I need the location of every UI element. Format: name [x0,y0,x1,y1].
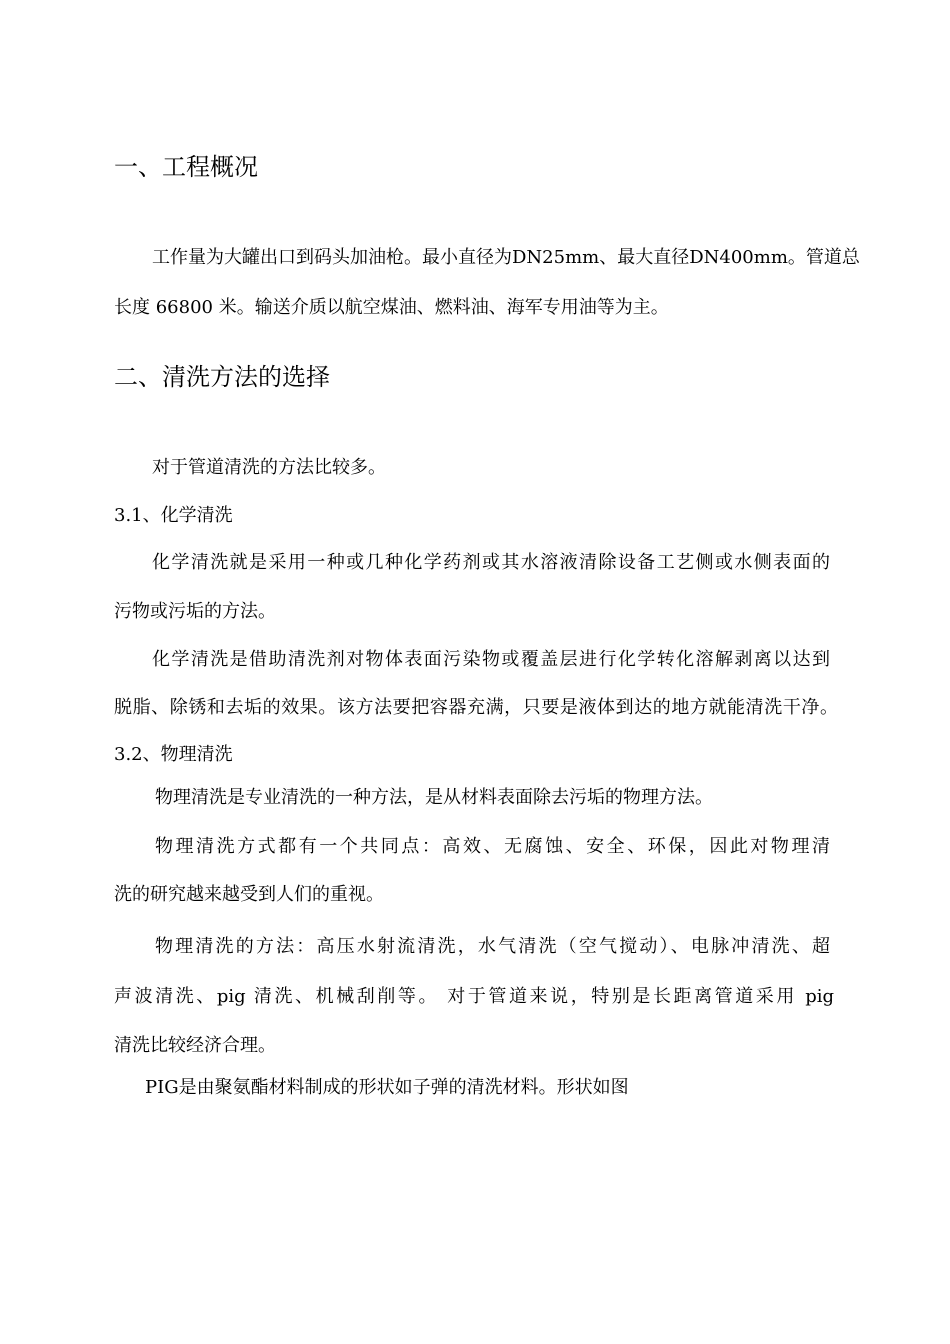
chemical-paragraph-2-line-1: 化学清洗是借助清洗剂对物体表面污染物或覆盖层进行化学转化溶解剥离以达到 [152,649,830,670]
section-heading-overview: 一、工程概况 [114,153,258,181]
physical-paragraph-3-line-1: 物理清洗的方法：高压水射流清洗，水气清洗（空气搅动）、电脉冲清洗、超 [155,936,830,957]
chemical-paragraph-2-line-2: 脱脂、除锈和去垢的效果。该方法要把容器充满，只要是液体到达的地方就能清洗干净。 [114,697,838,718]
section-heading-cleaning-methods: 二、清洗方法的选择 [114,363,330,391]
physical-paragraph-1-line-1: 物理清洗是专业清洗的一种方法，是从材料表面除去污垢的物理方法。 [155,787,713,808]
subsection-title-chemical: 3.1、化学清洗 [114,505,233,526]
physical-paragraph-3-line-3: 清洗比较经济合理。 [114,1035,276,1056]
physical-paragraph-4-line-1: PIG是由聚氨酯材料制成的形状如子弹的清洗材料。形状如图 [145,1077,629,1098]
physical-paragraph-2-line-2: 洗的研究越来越受到人们的重视。 [114,884,384,905]
subsection-title-physical: 3.2、物理清洗 [114,744,233,765]
overview-paragraph-line-1: 工作量为大罐出口到码头加油枪。最小直径为DN25mm、最大直径DN400mm。管道总 [152,247,860,268]
chemical-paragraph-1-line-1: 化学清洗就是采用一种或几种化学药剂或其水溶液清除设备工艺侧或水侧表面的 [152,552,830,573]
cleaning-methods-intro: 对于管道清洗的方法比较多。 [152,457,386,478]
physical-paragraph-3-line-2: 声波清洗、pig 清洗、机械刮削等。 对于管道来说，特别是长距离管道采用 pig [114,986,834,1007]
physical-paragraph-2-line-1: 物理清洗方式都有一个共同点：高效、无腐蚀、安全、环保，因此对物理清 [155,836,830,857]
overview-paragraph-line-2: 长度 66800 米。输送介质以航空煤油、燃料油、海军专用油等为主。 [114,297,669,318]
chemical-paragraph-1-line-2: 污物或污垢的方法。 [114,601,276,622]
